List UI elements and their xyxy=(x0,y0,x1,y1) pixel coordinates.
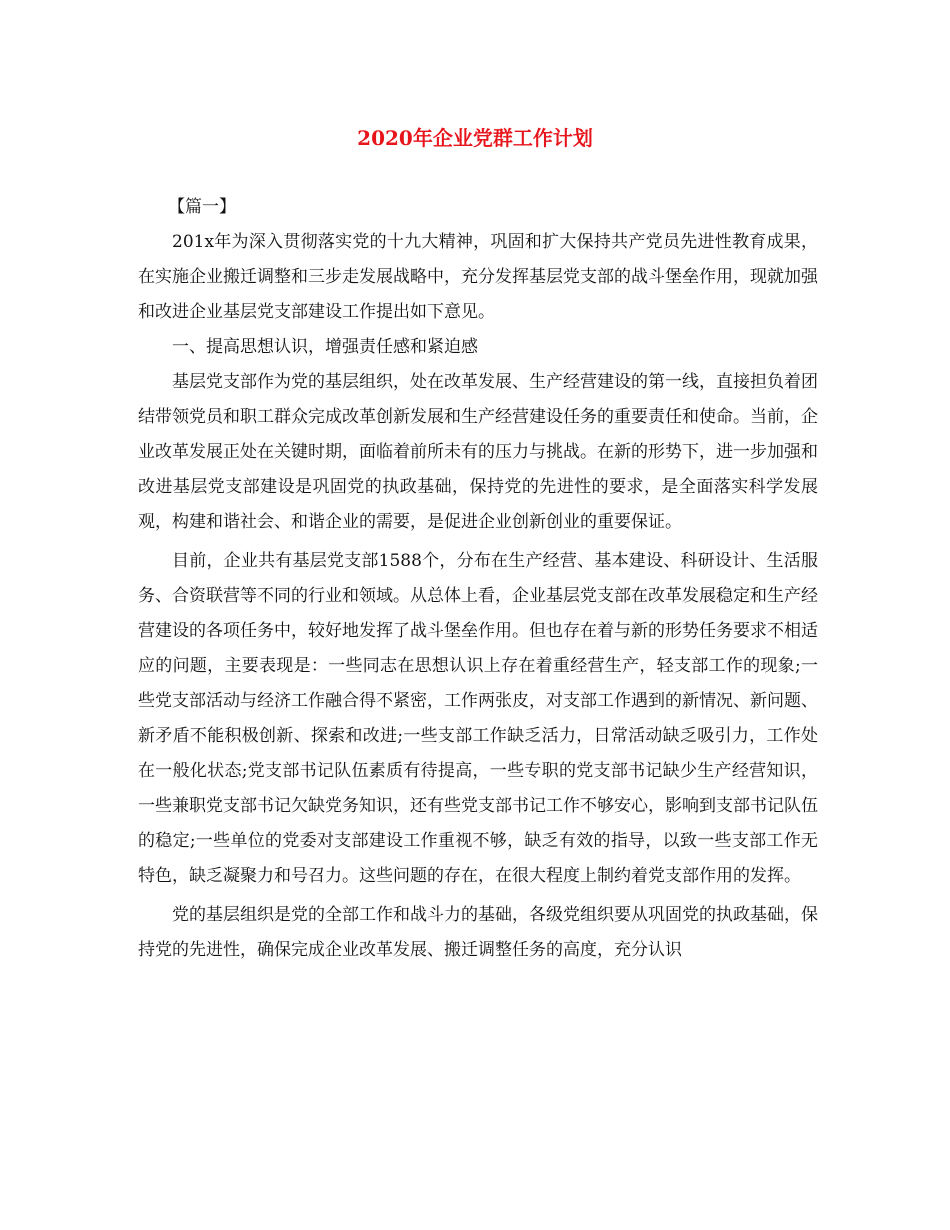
document-body xyxy=(138,190,818,968)
paragraph-intro: 201x年为深入贯彻落实党的十九大精神，巩固和扩大保持共产党员先进性教育成果，在实施企业搬迁调整和三步走发展战略中，充分发挥基层党支部的战斗堡垒作用，现就加强和改进企业基层党支部建设工作提出如下意见。 xyxy=(138,232,818,322)
paragraph-foundation: 党的基层组织是党的全部工作和战斗力的基础，各级党组织要从巩固党的执政基础，保持党的先进性，确保完成企业改革发展、搬迁调整任务的高度，充分认识 xyxy=(138,905,818,960)
section-label: 【篇一】 xyxy=(168,197,236,217)
section-heading-1: 一、提高思想认识，增强责任感和紧迫感 xyxy=(172,337,478,357)
paragraph-party-branch-role: 基层党支部作为党的基层组织，处在改革发展、生产经营建设的第一线，直接担负着团结带领党员和职工群众完成改革创新发展和生产经营建设任务的重要责任和使命。当前，企业改革发展正处在关键时期，面临着前所未有的压力与挑战。在新的形势下，进一步加强和改进基层党支部建设是巩固党的执政基础，保持党的先进性的要求，是全面落实科学发展观，构建和谐社会、和谐企业的需要，是促进企业创新创业的重要保证。 xyxy=(138,372,818,532)
page-title: 2020年企业党群工作计划 xyxy=(357,126,593,150)
paragraph-current-status: 目前，企业共有基层党支部1588个，分布在生产经营、基本建设、科研设计、生活服务、合资联营等不同的行业和领域。从总体上看，企业基层党支部在改革发展稳定和生产经营建设的各项任务中，较好地发挥了战斗堡垒作用。但也存在着与新的形势任务要求不相适应的问题，主要表现是：一些同志在思想认识上存在着重经营生产，轻支部工作的现象;一些党支部活动与经济工作融合得不紧密，工作两张皮，对支部工作遇到的新情况、新问题、新矛盾不能积极创新、探索和改进;一些支部工作缺乏活力，日常活动缺乏吸引力，工作处在一般化状态;党支部书记队伍素质有待提高，一些专职的党支部书记缺少生产经营知识，一些兼职党支部书记欠缺党务知识，还有些党支部书记工作不够安心，影响到支部书记队伍的稳定;一些单位的党委对支部建设工作重视不够，缺乏有效的指导，以致一些支部工作无特色，缺乏凝聚力和号召力。这些问题的存在，在很大程度上制约着党支部作用的发挥。 xyxy=(138,551,818,886)
